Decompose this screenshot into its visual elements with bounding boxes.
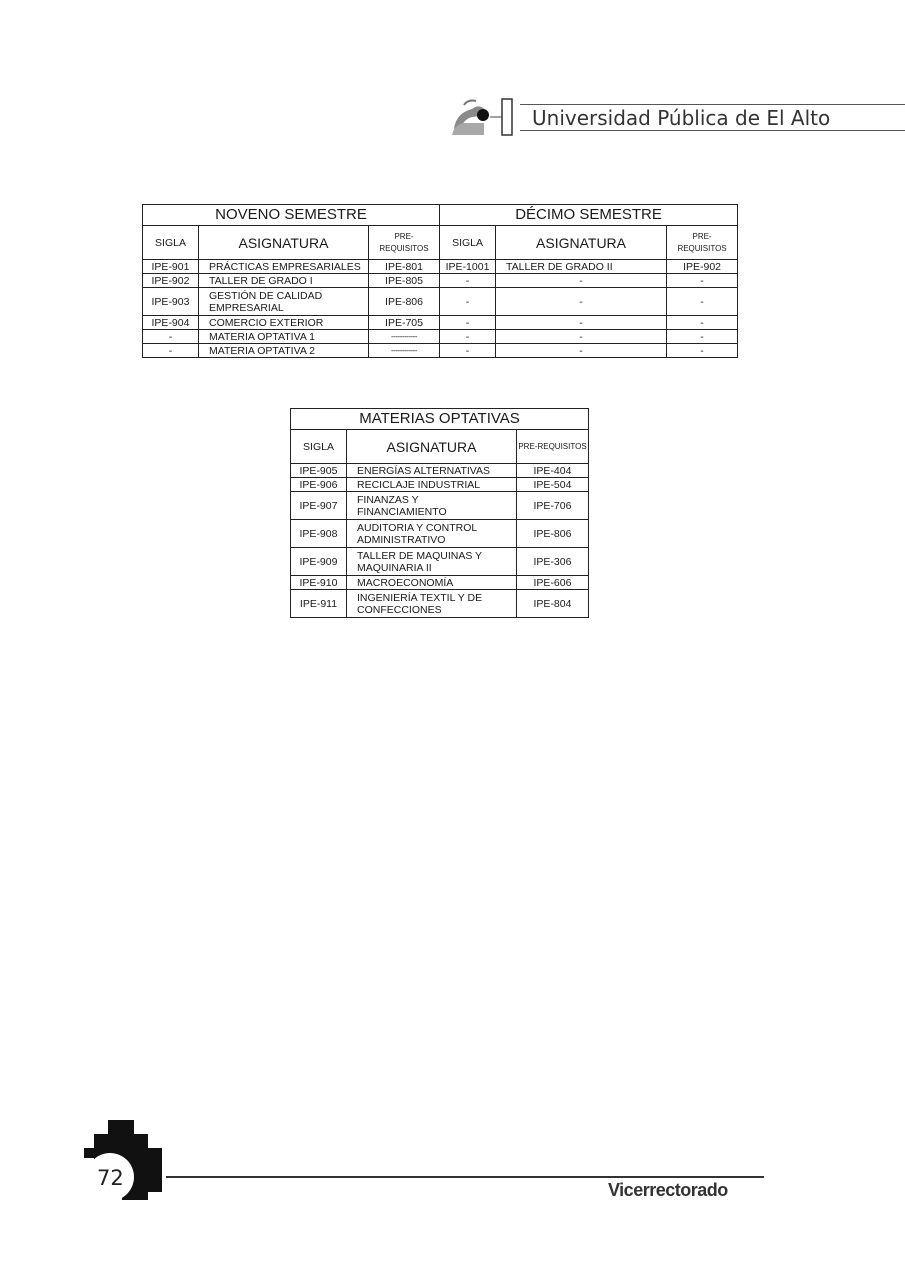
cell-asignatura: TALLER DE MAQUINAS Y MAQUINARIA II: [347, 548, 517, 576]
cell-prereq: IPE-805: [369, 274, 440, 288]
table-row: [143, 330, 738, 344]
cell-prereq: ------------: [369, 344, 440, 358]
cell-sigla: -: [440, 274, 496, 288]
table-row: [143, 316, 738, 330]
cell-prereq: -: [667, 288, 738, 316]
cell-asignatura: -: [496, 274, 667, 288]
cell-asignatura: PRÁCTICAS EMPRESARIALES: [199, 260, 369, 274]
vicerrectorado-logo: Vicerrectorado: [608, 1180, 728, 1200]
cell-sigla: IPE-906: [291, 478, 347, 492]
cell-asignatura: -: [496, 344, 667, 358]
table-row: [143, 344, 738, 358]
cell-sigla: -: [143, 330, 199, 344]
table-row: [143, 288, 738, 316]
cell-asignatura: INGENIERÍA TEXTIL Y DE CONFECCIONES: [347, 590, 517, 618]
cell-prereq: IPE-504: [517, 478, 589, 492]
cell-sigla: -: [440, 288, 496, 316]
cell-sigla: -: [440, 344, 496, 358]
cell-prereq: IPE-902: [667, 260, 738, 274]
optativas-table: [290, 408, 589, 618]
cell-sigla: -: [440, 316, 496, 330]
cell-sigla: IPE-908: [291, 520, 347, 548]
cell-asignatura: COMERCIO EXTERIOR: [199, 316, 369, 330]
cell-asignatura: TALLER DE GRADO I: [199, 274, 369, 288]
noveno-asignatura-header: ASIGNATURA: [199, 226, 369, 260]
cell-asignatura: MATERIA OPTATIVA 2: [199, 344, 369, 358]
table-row: [291, 576, 589, 590]
cell-prereq: IPE-801: [369, 260, 440, 274]
header-title: Universidad Pública de El Alto: [532, 106, 831, 130]
cell-sigla: IPE-902: [143, 274, 199, 288]
semesters-table: [142, 204, 738, 358]
cell-prereq: IPE-706: [517, 492, 589, 520]
cell-asignatura: GESTIÓN DE CALIDAD EMPRESARIAL: [199, 288, 369, 316]
table-row: [143, 260, 738, 274]
table-row: [143, 274, 738, 288]
cell-asignatura: MATERIA OPTATIVA 1: [199, 330, 369, 344]
optativas-title: MATERIAS OPTATIVAS: [291, 409, 589, 430]
cell-asignatura: ENERGÍAS ALTERNATIVAS: [347, 464, 517, 478]
cell-prereq: IPE-806: [517, 520, 589, 548]
table-row: [291, 464, 589, 478]
cell-prereq: -: [667, 330, 738, 344]
cell-prereq: IPE-705: [369, 316, 440, 330]
cell-asignatura: FINANZAS Y FINANCIAMIENTO: [347, 492, 517, 520]
cell-asignatura: TALLER DE GRADO II: [496, 260, 667, 274]
cell-prereq: -: [667, 274, 738, 288]
cell-asignatura: RECICLAJE INDUSTRIAL: [347, 478, 517, 492]
optativas-sigla-header: SIGLA: [291, 430, 347, 464]
table-row: [291, 492, 589, 520]
cell-sigla: -: [143, 344, 199, 358]
cell-sigla: IPE-904: [143, 316, 199, 330]
cell-prereq: IPE-806: [369, 288, 440, 316]
cell-sigla: IPE-907: [291, 492, 347, 520]
cell-prereq: IPE-404: [517, 464, 589, 478]
university-logo-icon: [450, 95, 518, 137]
cell-sigla: IPE-903: [143, 288, 199, 316]
decimo-asignatura-header: ASIGNATURA: [496, 226, 667, 260]
cell-sigla: IPE-901: [143, 260, 199, 274]
cell-prereq: IPE-804: [517, 590, 589, 618]
noveno-sigla-header: SIGLA: [143, 226, 199, 260]
cell-sigla: IPE-905: [291, 464, 347, 478]
cell-asignatura: AUDITORIA Y CONTROL ADMINISTRATIVO: [347, 520, 517, 548]
table-row: [291, 590, 589, 618]
cell-sigla: -: [440, 330, 496, 344]
decimo-sigla-header: SIGLA: [440, 226, 496, 260]
cell-prereq: ------------: [369, 330, 440, 344]
decimo-prereq-header: PRE-REQUISITOS: [667, 226, 738, 260]
cell-sigla: IPE-1001: [440, 260, 496, 274]
header-rule-bottom: [520, 130, 905, 131]
cell-sigla: IPE-911: [291, 590, 347, 618]
footer-rule: [166, 1176, 764, 1178]
cell-prereq: -: [667, 344, 738, 358]
cell-asignatura: -: [496, 330, 667, 344]
optativas-asignatura-header: ASIGNATURA: [347, 430, 517, 464]
optativas-prereq-header: PRE-REQUISITOS: [517, 430, 589, 464]
table-row: [291, 548, 589, 576]
noveno-prereq-header: PRE-REQUISITOS: [369, 226, 440, 260]
table-row: [291, 520, 589, 548]
cell-sigla: IPE-910: [291, 576, 347, 590]
noveno-semestre-title: NOVENO SEMESTRE: [143, 205, 440, 226]
cell-asignatura: -: [496, 316, 667, 330]
header-rule-top: [520, 104, 905, 105]
page-number: 72: [97, 1166, 124, 1190]
cell-prereq: IPE-606: [517, 576, 589, 590]
decimo-semestre-title: DÉCIMO SEMESTRE: [440, 205, 738, 226]
cell-asignatura: MACROECONOMÍA: [347, 576, 517, 590]
cell-prereq: IPE-306: [517, 548, 589, 576]
cell-asignatura: -: [496, 288, 667, 316]
table-row: [291, 478, 589, 492]
cell-prereq: -: [667, 316, 738, 330]
cell-sigla: IPE-909: [291, 548, 347, 576]
